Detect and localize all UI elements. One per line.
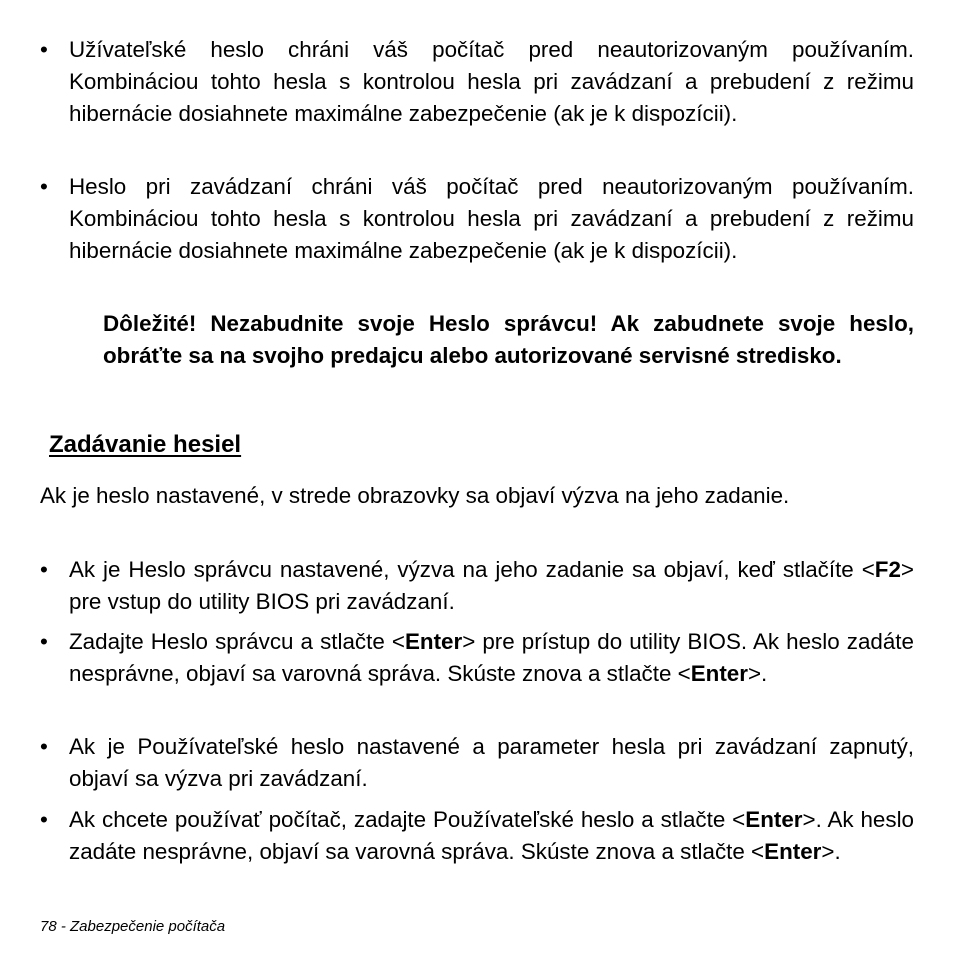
bullet-marker: •: [40, 557, 48, 582]
key-name: F2: [874, 557, 901, 582]
list-item: [40, 804, 914, 868]
intro-paragraph: Ak je heslo nastavené, v strede obrazovky sa objaví výzva na jeho zadanie.: [40, 483, 790, 508]
bullet-marker: •: [40, 807, 48, 832]
key-name: Enter: [404, 629, 463, 654]
list-item-text: Užívateľské heslo chráni váš počítač pred neautorizovaným používaním. Kombináciou tohto hesla s kontrolou hesla pri zavádzaní a prebudení z režimu hibernácie dosiahnete maximálne zabezpečenie (ak je k dispozícii).: [69, 37, 914, 126]
bullet-marker: •: [40, 629, 48, 654]
list-item: [40, 34, 914, 130]
section-heading: Zadávanie hesiel: [49, 431, 242, 458]
key-name: Enter: [764, 839, 822, 864]
list-item-text: Zadajte Heslo správcu a stlačte <Enter> pre prístup do utility BIOS. Ak heslo zadáte nesprávne, objaví sa varovná správa. Skúste znova a stlačte <Enter>.: [69, 629, 914, 686]
bullet-marker: •: [40, 174, 48, 199]
key-name: Enter: [745, 807, 803, 832]
list-item-text: Ak je Používateľské heslo nastavené a parameter hesla pri zavádzaní zapnutý, objaví sa výzva pri zavádzaní.: [69, 734, 914, 791]
list-item-text: Ak je Heslo správcu nastavené, výzva na jeho zadanie sa objaví, keď stlačíte <F2> pre vstup do utility BIOS pri zavádzaní.: [69, 557, 914, 614]
list-item: [40, 626, 914, 690]
list-item: [40, 171, 914, 267]
page-footer: 78 - Zabezpečenie počítača: [40, 918, 226, 935]
key-name: Enter: [690, 661, 748, 686]
list-item: [40, 554, 914, 618]
bullet-marker: •: [40, 37, 48, 62]
bullet-marker: •: [40, 734, 48, 759]
important-note: Dôležité! Nezabudnite svoje Heslo správcu! Ak zabudnete svoje heslo, obráťte sa na svojho predajcu alebo autorizované servisné stredisko.: [103, 311, 914, 368]
list-item-text: Heslo pri zavádzaní chráni váš počítač pred neautorizovaným používaním. Kombináciou tohto hesla s kontrolou hesla pri zavádzaní a prebudení z režimu hibernácie dosiahnete maximálne zabezpečenie (ak je k dispozícii).: [69, 174, 914, 263]
list-item-text: Ak chcete používať počítač, zadajte Používateľské heslo a stlačte <Enter>. Ak heslo zadáte nesprávne, objaví sa varovná správa. Skúste znova a stlačte <Enter>.: [69, 807, 914, 864]
list-item: [40, 731, 914, 795]
